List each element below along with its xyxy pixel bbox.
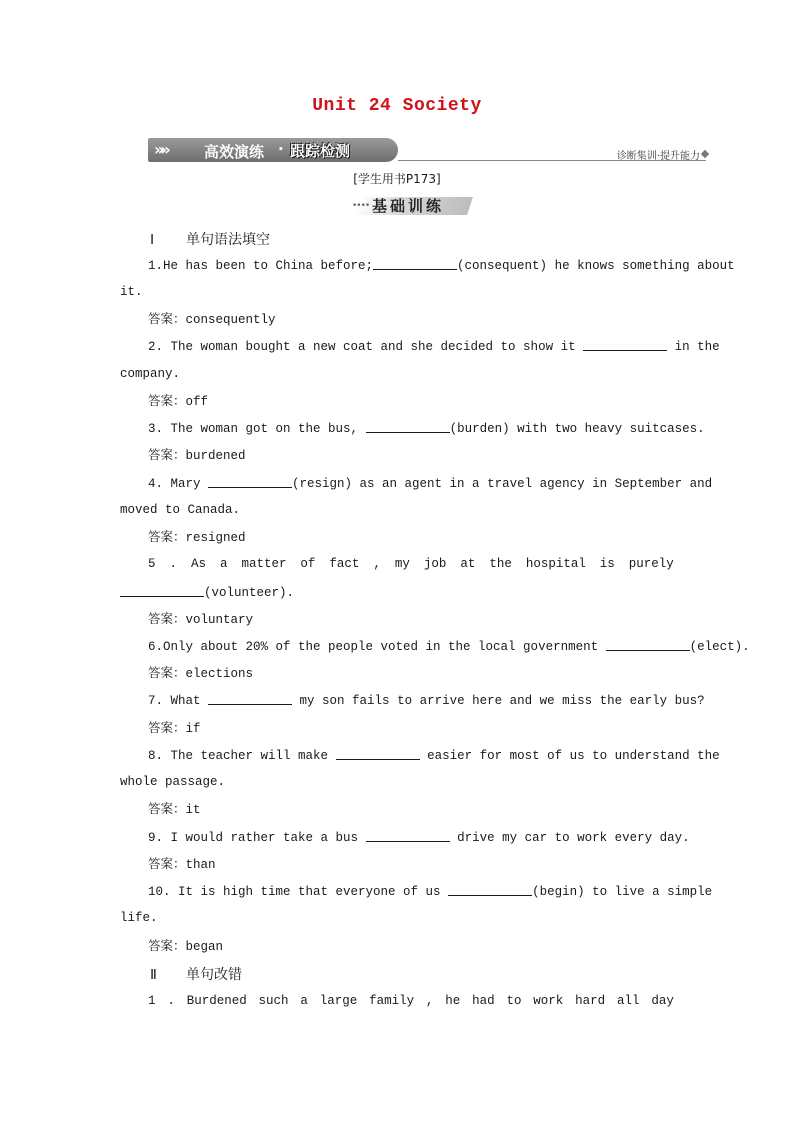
- question-text: (elect).: [689, 640, 750, 654]
- answer-value: it: [185, 803, 201, 817]
- answer-prefix: 答案：: [148, 856, 186, 871]
- question-10-cont: life.: [120, 911, 158, 925]
- question-4-cont: moved to Canada.: [120, 503, 241, 517]
- question-8-cont: whole passage.: [120, 775, 226, 789]
- section-badge: [352, 193, 472, 217]
- word: job: [423, 557, 447, 571]
- word: day: [651, 994, 674, 1008]
- answer-value: elections: [185, 667, 254, 681]
- answer-8: [148, 801, 201, 818]
- question-3: [148, 420, 708, 437]
- section-banner: [148, 138, 708, 164]
- word: a: [300, 994, 308, 1008]
- question-text: 6.Only about 20% of the people voted in the local government: [148, 640, 599, 654]
- word: purely: [628, 557, 674, 571]
- book-reference: [学生用书P173]: [353, 172, 441, 186]
- question-text: 2. The woman bought a new coat and she decided to show it: [148, 340, 576, 354]
- word: he: [445, 994, 461, 1008]
- question-text: my son fails to arrive here and we miss the early bus?: [299, 694, 705, 708]
- question-text: (burden) with two heavy suitcases.: [449, 422, 705, 436]
- word: ,: [425, 994, 434, 1008]
- section-label: 单句改错: [186, 967, 242, 983]
- answer-value: began: [185, 940, 224, 954]
- question-text: (volunteer).: [204, 586, 295, 600]
- answer-value: off: [185, 395, 209, 409]
- word: my: [394, 557, 410, 571]
- answer-value: than: [185, 858, 216, 872]
- word: family: [369, 994, 415, 1008]
- answer-value: consequently: [185, 313, 276, 327]
- question-text: 1.He has been to China before;: [148, 259, 374, 273]
- section-number: Ⅱ: [150, 968, 157, 983]
- answer-value: if: [185, 722, 201, 736]
- question-6: [148, 638, 750, 655]
- word: large: [319, 994, 358, 1008]
- answer-10: [148, 938, 223, 955]
- question-8: [148, 747, 720, 764]
- question-text: 10. It is high time that everyone of us: [148, 885, 441, 899]
- question-text: 3. The woman got on the bus,: [148, 422, 359, 436]
- answer-value: burdened: [185, 449, 246, 463]
- section-heading-2: [150, 964, 242, 984]
- word: matter: [241, 557, 287, 571]
- word: Burdened: [186, 994, 247, 1008]
- word: is: [599, 557, 615, 571]
- question-5: [148, 556, 674, 572]
- answer-prefix: 答案：: [148, 393, 186, 408]
- banner-dot: ·: [278, 140, 284, 158]
- word: .: [169, 557, 177, 571]
- answer-7: [148, 720, 201, 737]
- answer-prefix: 答案：: [148, 938, 186, 953]
- word: work: [533, 994, 564, 1008]
- word: hard: [575, 994, 606, 1008]
- dots-icon: ••••: [352, 201, 370, 211]
- question-2-cont: company.: [120, 367, 181, 381]
- answer-prefix: 答案：: [148, 311, 186, 326]
- section-number: Ⅰ: [150, 233, 155, 248]
- question-text: (begin) to live a simple: [532, 885, 713, 899]
- diamond-icon: [701, 150, 709, 158]
- word: had: [472, 994, 495, 1008]
- answer-1: [148, 311, 276, 328]
- question-text: (resign) as an agent in a travel agency in September and: [292, 477, 713, 491]
- answer-blank: [606, 638, 690, 651]
- answer-prefix: 答案：: [148, 611, 186, 626]
- question-4: [148, 475, 713, 492]
- answer-blank: [120, 584, 204, 597]
- answer-6: [148, 665, 253, 682]
- answer-5: [148, 611, 253, 628]
- answer-blank: [583, 338, 667, 351]
- answer-4: [148, 529, 246, 546]
- word: all: [616, 994, 640, 1008]
- question-1: [148, 257, 735, 274]
- question-5-cont: [120, 584, 680, 601]
- word: 1: [148, 994, 156, 1008]
- question-text: 4. Mary: [148, 477, 201, 491]
- word: 5: [148, 557, 156, 571]
- question-10: [148, 883, 713, 900]
- answer-blank: [366, 829, 450, 842]
- correction-1: [148, 993, 674, 1009]
- word: at: [460, 557, 476, 571]
- word: the: [489, 557, 512, 571]
- word: ,: [373, 557, 381, 571]
- question-text: 7. What: [148, 694, 201, 708]
- question-2: [148, 338, 720, 355]
- answer-blank: [366, 420, 450, 433]
- question-text: 9. I would rather take a bus: [148, 831, 359, 845]
- badge-label: 基础训练: [372, 197, 445, 215]
- word: As: [190, 557, 206, 571]
- answer-prefix: 答案：: [148, 720, 186, 735]
- question-text: drive my car to work every day.: [457, 831, 690, 845]
- answer-blank: [208, 475, 292, 488]
- answer-blank: [336, 747, 420, 760]
- question-1-cont: it.: [120, 285, 143, 299]
- question-9: [148, 829, 708, 846]
- banner-right-text: 跟踪检测: [290, 142, 351, 160]
- word: such: [258, 994, 289, 1008]
- answer-value: voluntary: [185, 613, 254, 627]
- word: to: [506, 994, 522, 1008]
- banner-tagline: 诊断集训·提升能力: [616, 151, 700, 162]
- answer-prefix: 答案：: [148, 529, 186, 544]
- answer-2: [148, 393, 208, 410]
- answer-blank: [373, 257, 457, 270]
- word: hospital: [525, 557, 586, 571]
- banner-bar: [148, 138, 398, 162]
- question-text: easier for most of us to understand the: [427, 749, 720, 763]
- page-title: Unit 24 Society: [312, 96, 482, 116]
- answer-blank: [208, 692, 292, 705]
- question-7: [148, 692, 708, 709]
- question-text: 8. The teacher will make: [148, 749, 329, 763]
- section-label: 单句语法填空: [186, 232, 270, 248]
- answer-3: [148, 447, 246, 464]
- section-heading-1: [150, 229, 270, 249]
- chevron-right-icon: »»: [154, 140, 167, 159]
- banner-left-text: 高效演练: [204, 143, 265, 161]
- word: of: [300, 557, 316, 571]
- word: a: [219, 557, 228, 571]
- answer-blank: [448, 883, 532, 896]
- word: .: [167, 994, 175, 1008]
- answer-prefix: 答案：: [148, 447, 186, 462]
- question-text: in the: [674, 340, 720, 354]
- answer-prefix: 答案：: [148, 801, 186, 816]
- answer-prefix: 答案：: [148, 665, 186, 680]
- word: fact: [329, 557, 360, 571]
- answer-value: resigned: [185, 531, 246, 545]
- answer-9: [148, 856, 216, 873]
- question-text: (consequent) he knows something about: [457, 259, 735, 273]
